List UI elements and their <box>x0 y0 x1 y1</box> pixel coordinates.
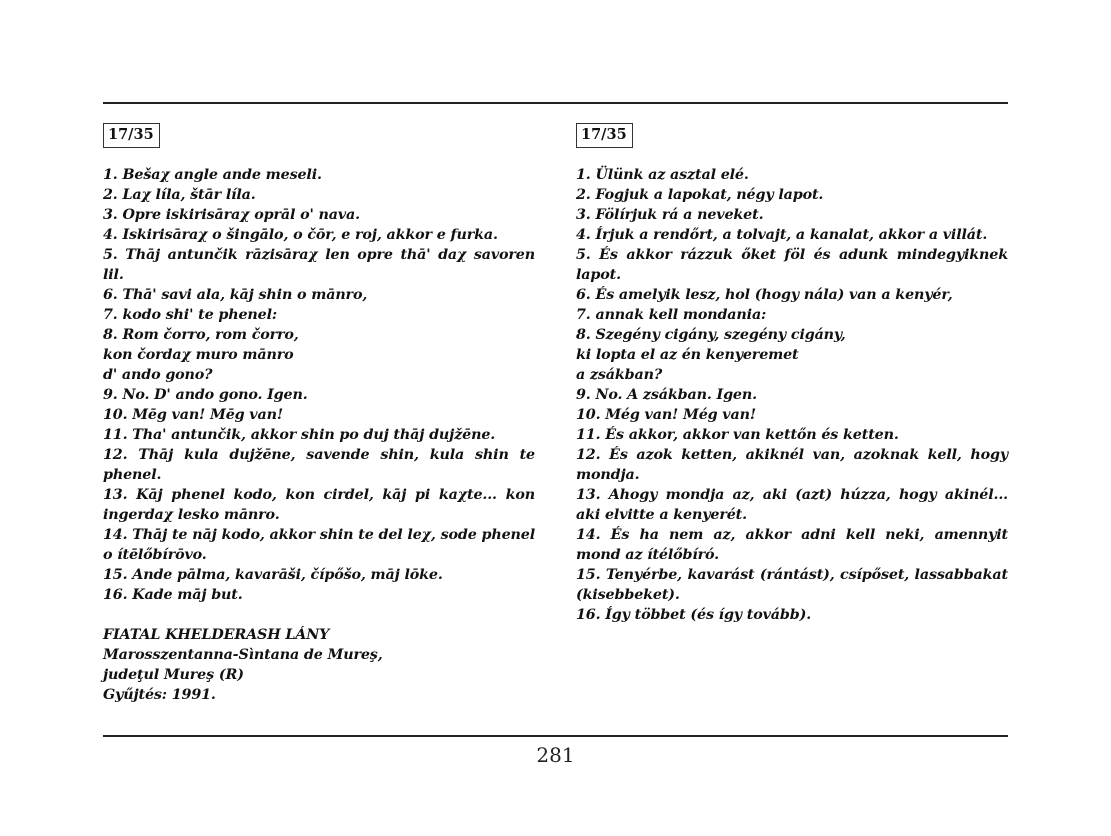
text-line: 8. Szegény cigány, szegény cigány, <box>576 327 846 343</box>
text-line: 11. És akkor, akkor van kettőn és ketten. <box>576 427 899 443</box>
text-line: 2. Laχ líla, štār líla. <box>103 187 256 203</box>
source-info <box>103 625 535 705</box>
text-line: 4. Iskirisāraχ o šingālo, o čōr, e roj, akkor e furka. <box>103 227 498 243</box>
text-line: FIATAL KHELDERASH LÁNY <box>103 627 330 643</box>
text-line: 10. Mēg van! Mēg van! <box>103 407 283 423</box>
text-line: 15. Ande pālma, kavarāši, čípőšo, māj lōke. <box>103 567 443 583</box>
text-line: 14. Thāj te nāj kodo, akkor shin te del leχ, sode phenel o ítēlőbírōvo. <box>103 527 535 563</box>
text-line: ki lopta el az én kenyeremet <box>576 347 799 363</box>
text-line: kon čordaχ muro mānro <box>103 347 294 363</box>
text-line: 16. Így többet (és így tovább). <box>576 607 812 623</box>
text-line: 1. Ülünk az asztal elé. <box>576 167 749 183</box>
text-line: 13. Kāj phenel kodo, kon cirdel, kāj pi kaχte... kon ingerdaχ lesko mānro. <box>103 487 535 523</box>
text-line: 1. Bešaχ angle ande meseli. <box>103 167 322 183</box>
text-line: 15. Tenyérbe, kavarást (rántást), csípőset, lassabbakat (kisebbeket). <box>576 567 1008 603</box>
text-line: a zsákban? <box>576 367 663 383</box>
text-line: 13. Ahogy mondja az, aki (azt) húzza, hogy akinél... aki elvitte a kenyerét. <box>576 487 1008 523</box>
text-line: 7. kodo shi' te phenel: <box>103 307 277 323</box>
text-line: 12. Thāj kula dujžēne, savende shin, kula shin te phenel. <box>103 447 535 483</box>
text-line: 4. Írjuk a rendőrt, a tolvajt, a kanalat, akkor a villát. <box>576 227 988 243</box>
text-line: Marosszentanna-Sìntana de Mureş, <box>103 647 383 663</box>
text-line: d' ando gono? <box>103 367 213 383</box>
text-line: judeţul Mureş (R) <box>103 667 244 683</box>
text-number-box: 17/35 <box>103 123 160 148</box>
page-number: 281 <box>536 743 575 767</box>
text-line: 5. Thāj antunčik rāzisāraχ len opre thā' daχ savoren lil. <box>103 247 535 283</box>
text-line: 2. Fogjuk a lapokat, négy lapot. <box>576 187 824 203</box>
text-line: 9. No. D' ando gono. Igen. <box>103 387 308 403</box>
text-line: 3. Opre iskirisāraχ oprāl o' nava. <box>103 207 360 223</box>
hungarian-verse-lines <box>576 165 1008 625</box>
text-line: 9. No. A zsákban. Igen. <box>576 387 757 403</box>
text-line: 12. És azok ketten, akiknél van, azoknak kell, hogy mondja. <box>576 447 1008 483</box>
text-line: 16. Kade māj but. <box>103 587 243 603</box>
text-line: 7. annak kell mondania: <box>576 307 767 323</box>
text-line: 6. És amelyik lesz, hol (hogy nála) van a kenyér, <box>576 287 953 303</box>
top-rule <box>103 102 1008 104</box>
text-line: 10. Még van! Még van! <box>576 407 756 423</box>
romani-verse-lines <box>103 165 535 605</box>
text-line: Gyűjtés: 1991. <box>103 687 216 703</box>
text-line: 3. Fölírjuk rá a neveket. <box>576 207 764 223</box>
romani-text-column <box>103 123 535 705</box>
text-number-box: 17/35 <box>576 123 633 148</box>
text-line: 8. Rom čorro, rom čorro, <box>103 327 299 343</box>
text-line: 14. És ha nem az, akkor adni kell neki, amennyit mond az ítélőbíró. <box>576 527 1008 563</box>
bottom-rule <box>103 735 1008 737</box>
text-line: 6. Thā' savi ala, kāj shin o mānro, <box>103 287 368 303</box>
text-line: 5. És akkor rázzuk őket föl és adunk mindegyiknek lapot. <box>576 247 1008 283</box>
text-line: 11. Tha' antunčik, akkor shin po duj thāj dujžēne. <box>103 427 496 443</box>
hungarian-text-column <box>576 123 1008 625</box>
